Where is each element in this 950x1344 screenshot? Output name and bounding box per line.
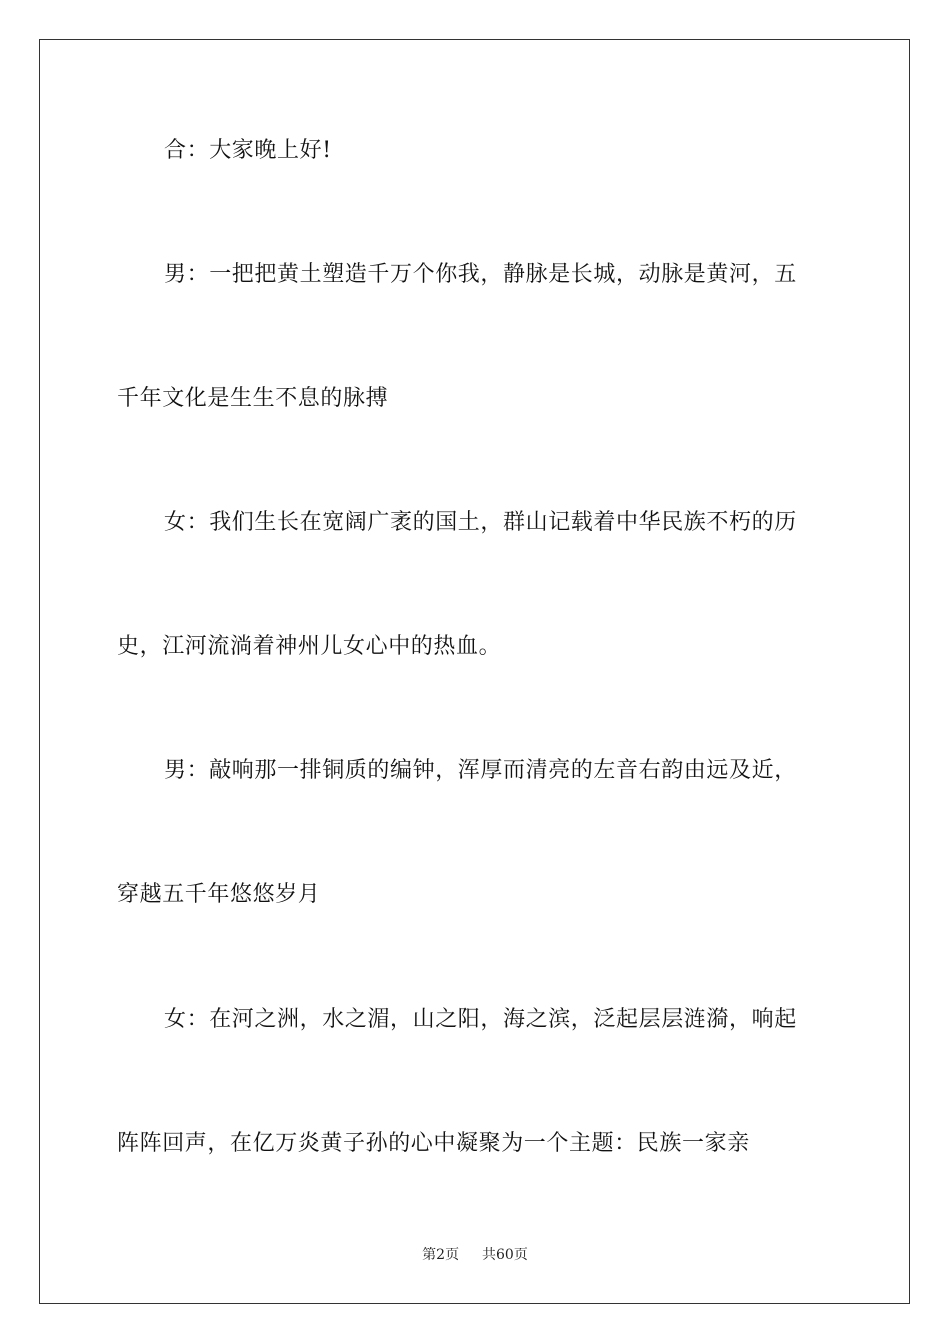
paragraph-line: 穿越五千年悠悠岁月 bbox=[117, 882, 321, 907]
paragraph-line: 女：在河之洲，水之湄，山之阳，海之滨，泛起层层涟漪，响起 bbox=[164, 1007, 797, 1032]
page-total: 共60页 bbox=[482, 1247, 528, 1263]
paragraph-line: 史，江河流淌着神州儿女心中的热血。 bbox=[117, 634, 502, 659]
page-footer bbox=[0, 1246, 950, 1264]
paragraph-line: 合：大家晚上好! bbox=[164, 138, 332, 163]
paragraph-line: 男：一把把黄土塑造千万个你我，静脉是长城，动脉是黄河，五 bbox=[164, 262, 797, 287]
page-border bbox=[39, 39, 910, 1304]
paragraph-line: 阵阵回声，在亿万炎黄子孙的心中凝聚为一个主题：民族一家亲 bbox=[117, 1131, 750, 1156]
paragraph-line: 男：敲响那一排铜质的编钟，浑厚而清亮的左音右韵由远及近， bbox=[164, 758, 797, 783]
page-number: 第2页 bbox=[422, 1247, 460, 1263]
paragraph-line: 女：我们生长在宽阔广袤的国土，群山记载着中华民族不朽的历 bbox=[164, 510, 797, 535]
paragraph-line: 千年文化是生生不息的脉搏 bbox=[117, 386, 389, 411]
